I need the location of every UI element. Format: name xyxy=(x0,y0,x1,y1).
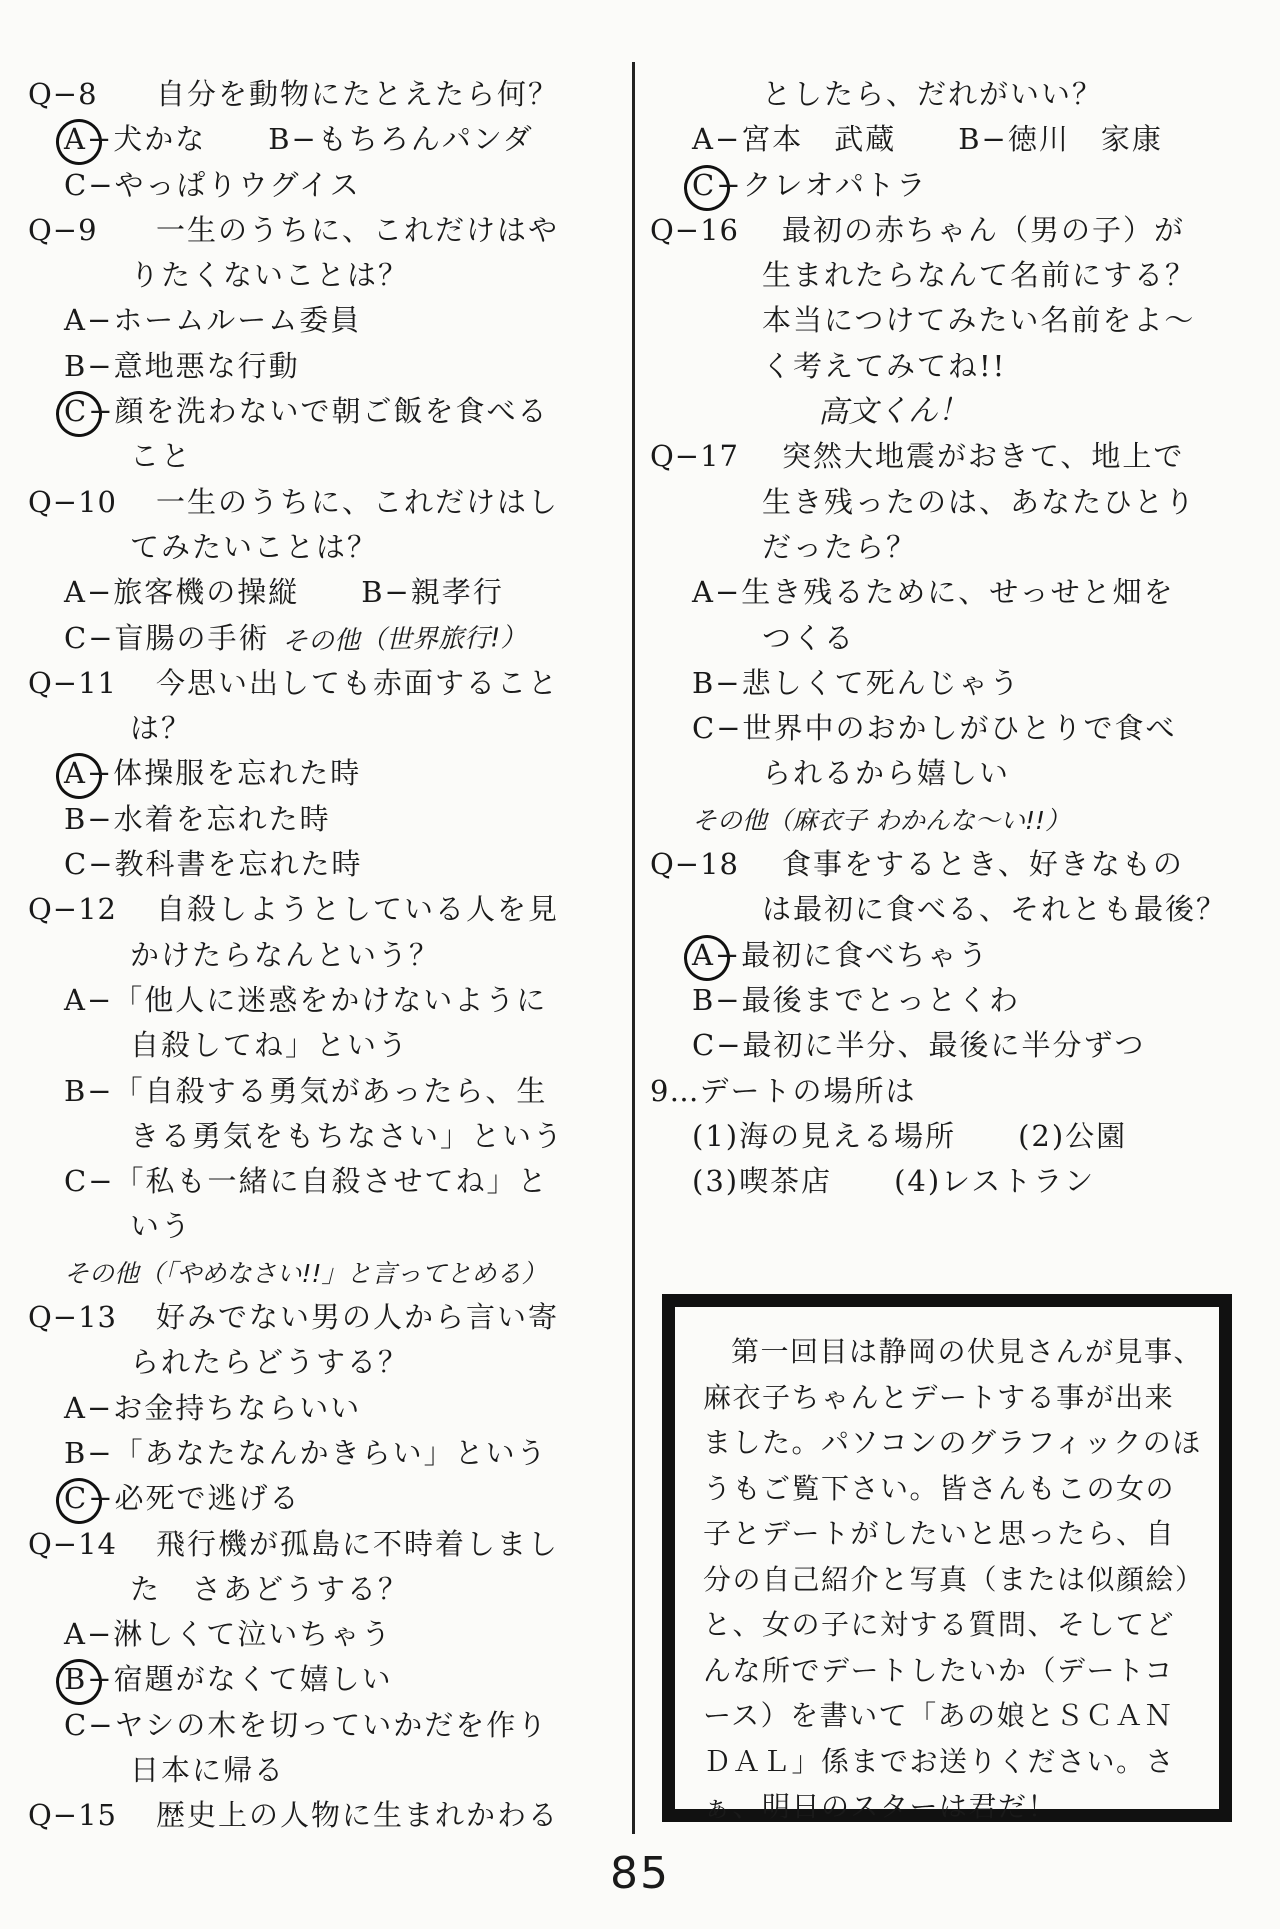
answer-line xyxy=(28,1159,618,1204)
line-text: 突然大地震がおきて、地上で xyxy=(782,439,1185,474)
answer-line xyxy=(28,797,618,842)
line-text: だったら？ xyxy=(762,529,918,564)
line-text: 日本に帰る xyxy=(130,1752,286,1787)
line-text: としたら、だれがいい？ xyxy=(762,77,1104,111)
line-text: た さあどうする？ xyxy=(130,1571,410,1606)
answer-line xyxy=(650,661,1250,706)
line-text: 最初の赤ちゃん（男の子）が xyxy=(782,212,1186,247)
right-column xyxy=(650,72,1250,1204)
answer-line xyxy=(650,72,1250,117)
answer-line xyxy=(28,344,618,389)
answer-line xyxy=(28,616,618,661)
announcement-box xyxy=(662,1294,1232,1822)
answer-line xyxy=(650,1159,1250,1204)
answer-line xyxy=(650,1023,1250,1068)
line-text: 生まれたらなんて名前にする？ xyxy=(762,258,1197,293)
line-text: C−クレオパトラ xyxy=(692,167,928,202)
question-line xyxy=(28,1522,618,1567)
announcement-text: 第一回目は静岡の伏見さんが見事、麻衣子ちゃんとデートする事が出来ました。パソコンのグラフィックのほうもご覧下さい。皆さんもこの女の子とデートがしたいと思ったら、自分の自己紹介と写真（または似顔絵）と、女の子に対する質問、そしてどんな所でデートしたいか（デートコース）を書いて「あの娘とＳＣＡＮＤＡＬ」係までお送りください。さぁ、明日のスターは君だ！ xyxy=(703,1335,1204,1823)
handwritten-other-answer: その他（「やめなさい!!」と言ってとめる） xyxy=(64,1258,547,1288)
answer-line xyxy=(28,1748,618,1793)
answer-line xyxy=(28,1114,618,1159)
line-text: B−意地悪な行動 xyxy=(64,348,300,383)
question-number: 9… xyxy=(650,1073,700,1108)
answer-line xyxy=(28,117,618,162)
question-number: Q−10 xyxy=(28,484,117,519)
question-line xyxy=(650,208,1250,253)
answer-line xyxy=(650,570,1250,615)
answer-line xyxy=(650,253,1250,298)
answer-line xyxy=(650,525,1250,570)
answer-line xyxy=(28,978,618,1023)
answer-line xyxy=(650,163,1250,208)
line-text: デートの場所は xyxy=(699,1073,917,1108)
answer-line xyxy=(650,933,1250,978)
answer-line xyxy=(650,298,1250,343)
line-text: A−宮本 武蔵 B−徳川 家康 xyxy=(692,122,1163,157)
answer-line xyxy=(28,1567,618,1612)
line-text: A−旅客機の操縦 B−親孝行 xyxy=(64,575,504,610)
question-line xyxy=(28,887,618,932)
answer-line xyxy=(28,1069,618,1114)
answer-line xyxy=(650,978,1250,1023)
answer-line xyxy=(28,1476,618,1521)
question-number: Q−16 xyxy=(650,212,739,247)
line-text: 自分を動物にたとえたら何？ xyxy=(156,77,560,111)
answer-line xyxy=(28,706,618,751)
answer-line xyxy=(28,933,618,978)
question-line xyxy=(28,1793,618,1838)
line-text: B−最後までとっとくわ xyxy=(692,982,1021,1017)
question-line xyxy=(28,72,618,117)
line-text: きる勇気をもちなさい」という xyxy=(130,1118,565,1153)
page-number: 85 xyxy=(610,1848,670,1899)
line-text: 一生のうちに、これだけはや xyxy=(156,212,560,247)
line-text: てみたいことは？ xyxy=(130,529,379,564)
line-text: つくる xyxy=(762,620,856,655)
line-text: A−淋しくて泣いちゃう xyxy=(64,1617,393,1652)
line-text: A−体操服を忘れた時 xyxy=(64,756,362,791)
answer-line xyxy=(28,163,618,208)
question-number: Q−17 xyxy=(650,439,739,474)
answer-line xyxy=(28,751,618,796)
line-text: A−生き残るために、せっせと畑を xyxy=(692,575,1175,610)
answer-line xyxy=(28,434,618,479)
handwritten-other-answer: その他（麻衣子 わかんな〜い!!） xyxy=(692,805,1070,835)
line-text: B−水着を忘れた時 xyxy=(64,801,331,836)
answer-line xyxy=(28,1612,618,1657)
line-text: 一生のうちに、これだけはし xyxy=(156,484,560,519)
left-column xyxy=(28,72,618,1839)
question-line xyxy=(28,208,618,253)
question-number: Q−12 xyxy=(28,892,117,927)
answer-line xyxy=(650,344,1250,389)
answer-line xyxy=(28,1703,618,1748)
line-text: は？ xyxy=(130,711,193,746)
answer-line xyxy=(650,1114,1250,1159)
line-text: C−必死で逃げる xyxy=(64,1481,301,1516)
line-text: C−ヤシの木を切っていかだを作り xyxy=(64,1707,549,1742)
question-number: Q−18 xyxy=(650,847,739,882)
line-text: りたくないことは？ xyxy=(130,258,410,293)
column-divider xyxy=(632,62,635,1834)
line-text: A−お金持ちならいい xyxy=(64,1390,362,1425)
line-text: は最初に食べる、それとも最後？ xyxy=(762,892,1228,927)
line-text: られるから嬉しい xyxy=(762,756,1011,791)
answer-line xyxy=(28,1204,618,1249)
line-text: B−宿題がなくて嬉しい xyxy=(64,1662,393,1697)
answer-line xyxy=(28,1023,618,1068)
question-number: Q−15 xyxy=(28,1798,117,1833)
handwritten-note xyxy=(650,389,1250,434)
answer-line xyxy=(650,480,1250,525)
answer-line xyxy=(650,117,1250,162)
line-text: C−最初に半分、最後に半分ずつ xyxy=(692,1028,1146,1063)
answer-line xyxy=(650,887,1250,932)
answer-line xyxy=(28,389,618,434)
answer-line xyxy=(28,570,618,615)
answer-line xyxy=(28,1431,618,1476)
answer-line xyxy=(28,1657,618,1702)
line-text: C−顔を洗わないで朝ご飯を食べる xyxy=(64,394,549,429)
line-text: B−悲しくて死んじゃう xyxy=(692,665,1021,700)
answer-line xyxy=(28,1386,618,1431)
line-text: (3)喫茶店 (4)レストラン xyxy=(692,1164,1096,1199)
line-text: 飛行機が孤島に不時着しまし xyxy=(156,1526,560,1561)
line-text: B−「あなたなんかきらい」という xyxy=(64,1435,548,1470)
question-line xyxy=(650,434,1250,479)
line-text: 自殺してね」という xyxy=(130,1028,410,1063)
handwritten-answer: その他（世界旅行!） xyxy=(281,622,527,657)
line-text: かけたらなんという？ xyxy=(130,937,441,972)
question-number: Q−14 xyxy=(28,1526,117,1561)
question-number: Q−11 xyxy=(28,665,117,700)
answer-line xyxy=(28,298,618,343)
answer-line xyxy=(28,1340,618,1385)
answer-line xyxy=(650,706,1250,751)
line-text: られたらどうする？ xyxy=(130,1345,410,1380)
line-text: A−ホームルーム委員 xyxy=(64,303,362,338)
answer-line xyxy=(28,525,618,570)
answer-line xyxy=(28,253,618,298)
line-text: 自殺しようとしている人を見 xyxy=(156,892,560,927)
line-text: C−盲腸の手術 xyxy=(64,620,270,655)
line-text: A−最初に食べちゃう xyxy=(692,937,990,972)
line-text: 本当につけてみたい名前をよ〜 xyxy=(762,303,1196,338)
question-line xyxy=(650,1069,1250,1114)
question-line xyxy=(28,661,618,706)
line-text: C−教科書を忘れた時 xyxy=(64,847,363,882)
line-text: 今思い出しても赤面すること xyxy=(156,665,560,700)
line-text: 食事をするとき、好きなもの xyxy=(782,847,1184,882)
line-text: A−「他人に迷惑をかけないように xyxy=(64,982,548,1017)
handwritten-note xyxy=(650,797,1250,842)
line-text: 好みでない男の人から言い寄 xyxy=(156,1300,560,1335)
line-text: A−犬かな B−もちろんパンダ xyxy=(64,122,534,157)
question-line xyxy=(28,480,618,525)
question-number: Q−13 xyxy=(28,1300,117,1335)
line-text: C−世界中のおかしがひとりで食べ xyxy=(692,711,1177,746)
line-text: B−「自殺する勇気があったら、生 xyxy=(64,1073,548,1108)
question-line xyxy=(28,1295,618,1340)
line-text: 歴史上の人物に生まれかわる xyxy=(156,1798,560,1833)
line-text: (1)海の見える場所 (2)公園 xyxy=(692,1118,1128,1153)
answer-line xyxy=(650,751,1250,796)
answer-line xyxy=(650,616,1250,661)
answer-line xyxy=(28,842,618,887)
question-number: Q−8 xyxy=(28,77,98,111)
handwritten-note xyxy=(28,1250,618,1295)
question-number: Q−9 xyxy=(28,212,98,247)
handwritten-name-answer: 高文くん！ xyxy=(817,392,969,431)
line-text: いう xyxy=(130,1209,193,1244)
line-text: C−「私も一緒に自殺させてね」と xyxy=(64,1164,549,1199)
line-text: こと xyxy=(130,439,193,474)
line-text: C−やっぱりウグイス xyxy=(64,167,361,202)
line-text: 生き残ったのは、あなたひとり xyxy=(762,484,1197,519)
question-line xyxy=(650,842,1250,887)
line-text: く考えてみてね!! xyxy=(762,348,1007,383)
